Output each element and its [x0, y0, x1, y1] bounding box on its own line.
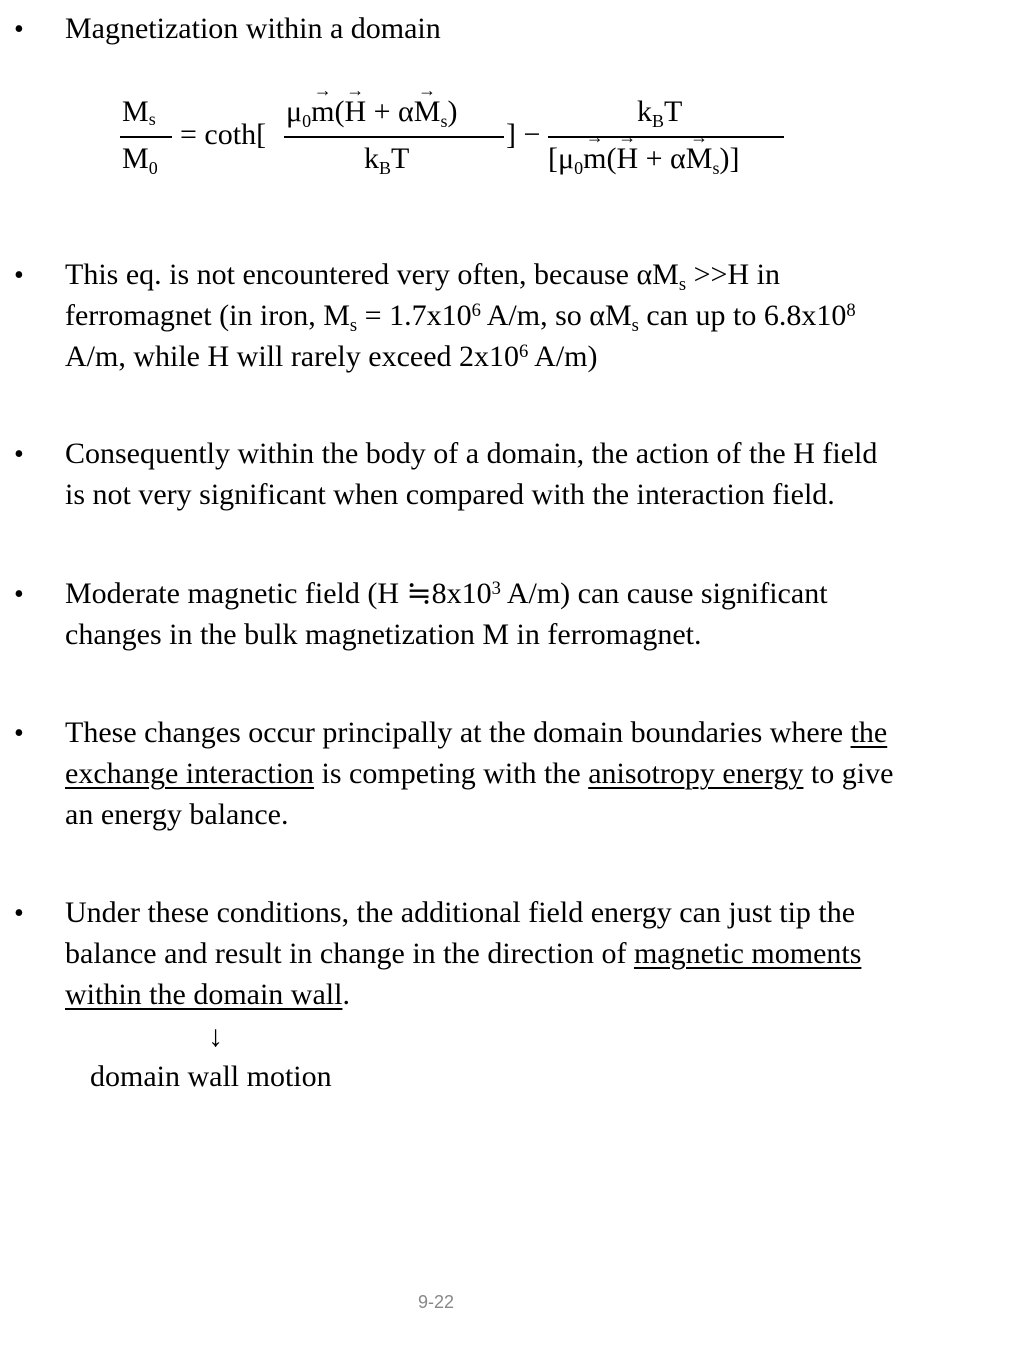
bullet-5-line-2 — [65, 759, 893, 789]
eq-text: 0 — [574, 158, 584, 178]
subscript: s — [631, 314, 639, 336]
eq-text: s — [440, 111, 448, 131]
bullet-3-line-2: is not very significant when compared with the interaction field. — [65, 478, 835, 511]
second-fraction-bar — [548, 136, 784, 138]
eq-text: [ — [548, 142, 558, 175]
text-run: can up to 6.8x10 — [638, 299, 847, 332]
bullet-5-line-1 — [65, 718, 887, 748]
coth-text: = coth[ — [180, 118, 267, 151]
bullet-2-line-1 — [65, 258, 780, 295]
eq-text: → M — [414, 97, 441, 127]
eq-text: 0 — [302, 111, 312, 131]
superscript: 8 — [846, 299, 856, 321]
superscript: 6 — [519, 340, 529, 362]
second-denominator — [548, 142, 740, 178]
eq-text: 0 — [148, 158, 158, 178]
bullet-3-line-1: Consequently within the body of a domain, the action of the H field — [65, 437, 878, 470]
bullet-2-line-2 — [65, 299, 856, 336]
magnetization-equation — [0, 0, 1024, 200]
text-run: ferromagnet (in iron, M — [65, 299, 350, 332]
eq-text: → m — [583, 144, 606, 174]
eq-text: ( — [606, 142, 617, 175]
eq-text: μ — [286, 95, 303, 128]
eq-text: M — [122, 142, 149, 175]
eq-text: B — [379, 158, 392, 178]
underlined-term: exchange interaction — [65, 757, 315, 790]
eq-text: + — [366, 95, 399, 128]
eq-text: )] — [719, 142, 740, 175]
bullet-marker: • — [14, 260, 24, 291]
underlined-term: magnetic moments — [633, 937, 862, 970]
text-run: A/m, so αM — [480, 299, 632, 332]
slide-number: 9-22 — [418, 1292, 455, 1312]
eq-text: μ — [558, 142, 575, 175]
subscript: s — [349, 314, 358, 336]
second-numerator — [637, 95, 683, 131]
eq-text: s — [712, 158, 720, 178]
eq-text: ) — [447, 95, 458, 128]
bullet-4-line-1 — [65, 579, 828, 609]
eq-text: T — [664, 95, 683, 128]
coth-fraction-bar — [284, 136, 504, 138]
bullet-marker: • — [14, 898, 24, 929]
text-run: >>H in — [686, 258, 780, 291]
eq-text: α — [398, 95, 414, 128]
text-run: = 1.7x10 — [357, 299, 472, 332]
text-run: This eq. is not encountered very often, because αM — [65, 258, 679, 291]
bullet-marker: • — [14, 14, 24, 45]
coth-denominator — [364, 142, 410, 178]
eq-text: + — [638, 142, 671, 175]
eq-text: → H — [616, 144, 638, 174]
bullet-1-text: Magnetization within a domain — [65, 12, 441, 45]
lhs-denominator — [122, 142, 158, 178]
text-run: A/m) can cause significant — [500, 577, 828, 610]
eq-text: s — [148, 109, 156, 129]
superscript: 6 — [471, 299, 481, 321]
eq-text: k — [637, 95, 652, 128]
text-run: These changes occur principally at the domain boundaries where — [65, 716, 851, 749]
text-run: Moderate magnetic field (H ≒8x10 — [65, 577, 492, 610]
eq-text: ( — [334, 95, 345, 128]
text-run: to give — [803, 757, 894, 790]
bullet-4-line-2: changes in the bulk magnetization M in ferromagnet. — [65, 618, 702, 651]
eq-text: α — [670, 142, 686, 175]
underlined-term: the — [850, 716, 888, 749]
down-arrow: ↓ — [208, 1020, 223, 1053]
bullet-6-line-1: Under these conditions, the additional field energy can just tip the — [65, 896, 856, 929]
text-run: . — [342, 978, 350, 1011]
lhs-numerator — [122, 97, 156, 127]
bracket-minus: ] − — [506, 118, 541, 151]
underlined-term: anisotropy energy — [588, 757, 804, 790]
eq-text: B — [652, 111, 665, 131]
eq-text: k — [364, 142, 379, 175]
coth-numerator — [286, 95, 458, 131]
text-run: A/m, while H will rarely exceed 2x10 — [65, 340, 520, 373]
bullet-marker: • — [14, 718, 24, 749]
underlined-term: within the domain wall — [65, 978, 343, 1011]
eq-text: → M — [686, 144, 713, 174]
bullet-2-line-3 — [65, 342, 598, 372]
eq-text: → H — [344, 97, 366, 127]
superscript: 3 — [491, 577, 501, 599]
bullet-6-line-3 — [65, 980, 350, 1010]
bullet-6-line-2 — [65, 939, 861, 969]
bullet-marker: • — [14, 439, 24, 470]
result-text: domain wall motion — [90, 1060, 332, 1093]
bullet-5-line-3: an energy balance. — [65, 798, 289, 831]
bullet-marker: • — [14, 579, 24, 610]
subscript: s — [678, 273, 687, 295]
eq-text: T — [391, 142, 410, 175]
text-run: is competing with the — [314, 757, 589, 790]
text-run: balance and result in change in the direction of — [65, 937, 634, 970]
eq-text: → m — [311, 97, 334, 127]
lhs-fraction-bar — [120, 136, 172, 138]
text-run: A/m) — [528, 340, 598, 373]
eq-text: M — [122, 95, 149, 128]
